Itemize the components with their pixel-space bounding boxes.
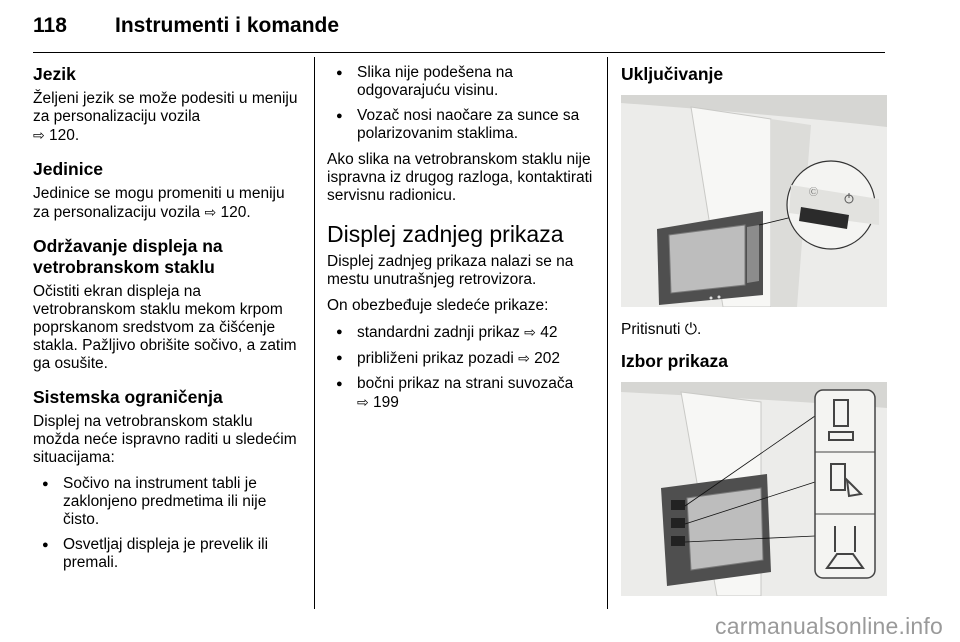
- ukljucivanje-paragraph: Pritisnuti ⏻.: [621, 321, 702, 338]
- list-item: ● standardni zadnji prikaz ⇨ 42: [327, 323, 595, 342]
- page-ref-arrow-icon: ⇨: [357, 394, 369, 410]
- column-2: [327, 64, 595, 420]
- section-heading-sistemska: Sistemska ograničenja: [33, 387, 223, 407]
- list-item: ● Vozač nosi naočare za sunce sa polarizovanim staklima.: [327, 107, 595, 143]
- watermark: carmanualsonline.info: [715, 613, 943, 639]
- rear-view-display-power-illustration: [621, 95, 887, 307]
- section-heading-jedinice: Jedinice: [33, 159, 104, 179]
- chapter-title: Instrumenti i komande: [115, 14, 340, 37]
- rear-view-list: [327, 323, 595, 412]
- page-ref-arrow-icon: ⇨: [524, 324, 536, 340]
- list-item: ● približeni prikaz pozadi ⇨ 202: [327, 349, 595, 368]
- page-ref-arrow-icon: ⇨: [518, 350, 530, 366]
- page-ref[interactable]: 202: [534, 350, 561, 367]
- page-ref-arrow-icon: ⇨: [33, 127, 45, 143]
- column-3: [621, 64, 887, 610]
- section-title-displej-zadnjeg-prikaza: Displej zadnjeg prikaza: [327, 221, 564, 247]
- sistemska-list: [33, 475, 301, 572]
- power-icon: ⏻: [684, 321, 698, 338]
- page-ref[interactable]: 199: [373, 394, 399, 411]
- list-item: ● Slika nije podešena na odgovarajuću visinu.: [327, 64, 595, 100]
- section-heading-jezik: Jezik: [33, 64, 76, 84]
- list-item: ● Osvetljaj displeja je prevelik ili premali.: [33, 536, 301, 572]
- page-number: 118: [33, 14, 67, 37]
- column-divider: [314, 57, 315, 609]
- jezik-paragraph: [33, 90, 301, 145]
- page-header: [33, 12, 885, 53]
- section-heading-ukljucivanje: Uključivanje: [621, 64, 724, 84]
- jezik-page-ref[interactable]: 120.: [49, 127, 80, 144]
- section-heading-odrzavanje: Održavanje displeja na vetrobranskom staklu: [33, 236, 223, 277]
- section-heading-izbor-prikaza: Izbor prikaza: [621, 351, 728, 371]
- page-ref-arrow-icon: ⇨: [204, 204, 217, 220]
- view-selection-illustration: [621, 382, 887, 596]
- list-item: ● bočni prikaz na strani suvozača ⇨ 199: [327, 375, 595, 412]
- odrzavanje-paragraph: Očistiti ekran displeja na vetrobranskom staklu mekom krpom poprskanom sredstvom za čišćenje stakla. Pažljivo obrišite sočivo, a zatim ga osušite.: [33, 283, 297, 372]
- jedinice-page-ref[interactable]: 120.: [220, 204, 251, 221]
- sistemska-intro: Displej na vetrobranskom staklu možda neće ispravno raditi u sledećim situacijama:: [33, 413, 297, 466]
- page-ref[interactable]: 42: [540, 324, 558, 341]
- jezik-text: Željeni jezik se može podesiti u meniju za personalizaciju vozila: [33, 90, 298, 125]
- list-item: ● Sočivo na instrument tabli je zaklonjeno predmetima ili nije čisto.: [33, 475, 301, 529]
- svg-text:Ⓒ: Ⓒ: [809, 188, 819, 198]
- column-divider: [607, 57, 608, 609]
- rear-view-intro: Displej zadnjeg prikaza nalazi se na mestu unutrašnjeg retrovizora.: [327, 253, 574, 288]
- contact-paragraph: Ako slika na vetrobranskom staklu nije ispravna iz drugog razloga, kontaktirati servisnu radionicu.: [327, 151, 593, 204]
- column-1: [33, 64, 301, 580]
- jedinice-paragraph: [33, 185, 301, 222]
- limitations-list-continued: [327, 64, 595, 143]
- rear-view-provides: On obezbeđuje sledeće prikaze:: [327, 297, 549, 314]
- jedinice-text: Jedinice se mogu promeniti u meniju za personalizaciju vozila: [33, 185, 285, 221]
